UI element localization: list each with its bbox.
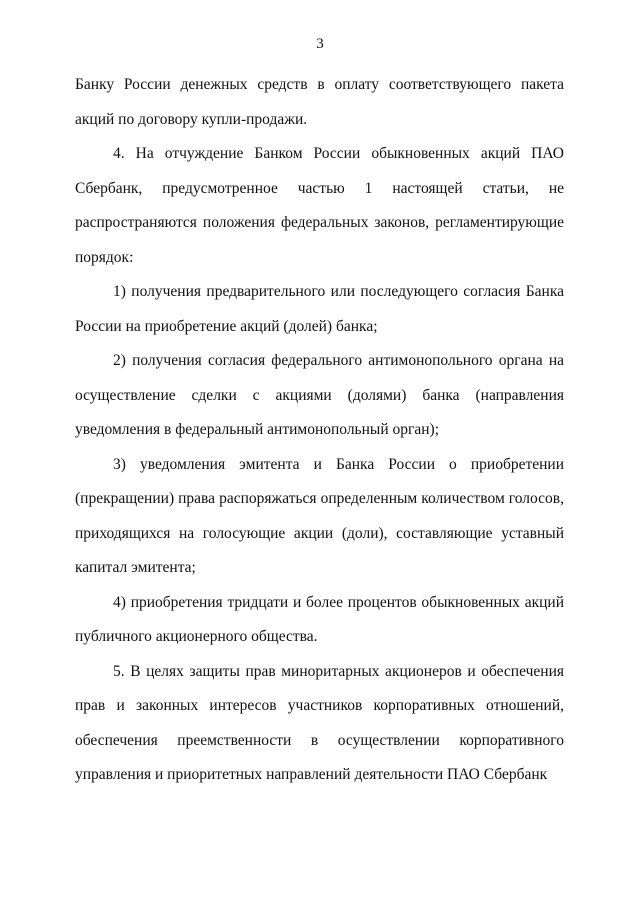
paragraph-clause-5: 5. В целях защиты прав миноритарных акционеров и обеспечения прав и законных интересов участников корпоративных отношений, обеспечения преемственности в осуществлении корпоративного управления и приоритетных направлений деятельности ПАО Сбербанк bbox=[75, 662, 564, 783]
document-body bbox=[75, 68, 564, 793]
list-item-2: 2) получения согласия федерального антимонопольного органа на осуществление сделки с акциями (долями) банка (направления уведомления в федеральный антимонопольный орган); bbox=[75, 352, 564, 438]
paragraph-clause-4: 4. На отчуждение Банком России обыкновенных акций ПАО Сбербанк, предусмотренное частью 1 настоящей статьи, не распространяются положения федеральных законов, регламентирующие порядок: bbox=[75, 145, 564, 266]
list-item-4: 4) приобретения тридцати и более процентов обыкновенных акций публичного акционерного общества. bbox=[75, 593, 564, 645]
list-item-1: 1) получения предварительного или последующего согласия Банка России на приобретение акций (долей) банка; bbox=[75, 283, 564, 335]
paragraph-continuation: Банку России денежных средств в оплату соответствующего пакета акций по договору купли-продажи. bbox=[75, 76, 564, 128]
list-item-3: 3) уведомления эмитента и Банка России о приобретении (прекращении) права распоряжаться определенным количеством голосов, приходящихся на голосующие акции (доли), составляющие уставный капитал эмитента; bbox=[75, 455, 564, 576]
page-number: 3 bbox=[316, 36, 324, 52]
